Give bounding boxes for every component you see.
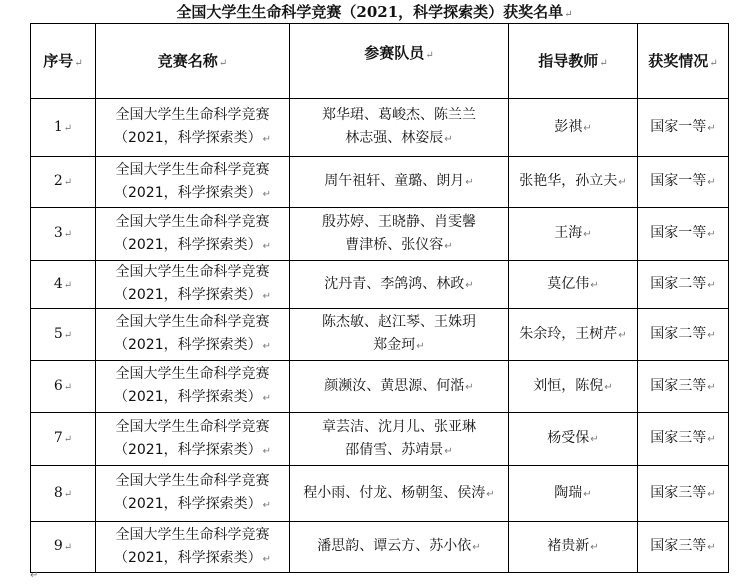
members-cell: 沈丹青、李鸽鸿、林政↵ [290, 261, 509, 309]
award-cell: 国家三等↵ [638, 413, 729, 466]
competition-cell: 全国大学生生命科学竞赛 （2021，科学探索类）↵ [96, 208, 290, 261]
paragraph-mark-icon: ↵ [63, 279, 73, 291]
paragraph-mark-icon: ↵ [74, 58, 83, 69]
members-cell: 程小雨、付龙、杨朝玺、侯涛↵ [290, 466, 509, 522]
award-cell: 国家一等↵ [638, 99, 729, 157]
paragraph-mark-icon: ↵ [599, 58, 608, 69]
paragraph-mark-icon: ↵ [63, 122, 73, 134]
competition-cell: 全国大学生生命科学竞赛 （2021，科学探索类）↵ [96, 309, 290, 361]
table-row [31, 522, 729, 573]
paragraph-mark-icon: ↵ [707, 542, 716, 553]
award-cell: 国家一等↵ [638, 157, 729, 208]
advisor-cell: 张艳华，孙立夫↵ [509, 157, 638, 208]
paragraph-mark-icon: ↵ [465, 177, 474, 188]
advisor-cell: 刘恒，陈倪↵ [509, 361, 638, 413]
advisor-cell: 褚贵新↵ [509, 522, 638, 573]
index-cell: 2↵ [31, 157, 96, 208]
members-cell: 郑华珺、葛峻杰、陈兰兰 林志强、林姿辰↵ [290, 99, 509, 157]
index-cell: 6↵ [31, 361, 96, 413]
members-cell: 潘思韵、谭云方、苏小依↵ [290, 522, 509, 573]
table-row [31, 413, 729, 466]
award-cell: 国家二等↵ [638, 309, 729, 361]
paragraph-mark-icon: ↵ [465, 279, 474, 291]
competition-cell: 全国大学生生命科学竞赛 （2021，科学探索类）↵ [96, 157, 290, 208]
paragraph-mark-icon: ↵ [618, 177, 627, 188]
index-cell: 1↵ [31, 99, 96, 157]
paragraph-mark-icon: ↵ [262, 445, 272, 457]
header-award: 获奖情况↵ [638, 24, 729, 99]
advisor-cell: 陶瑞↵ [509, 466, 638, 522]
paragraph-mark-icon: ↵ [63, 381, 73, 393]
paragraph-mark-icon: ↵ [63, 542, 73, 553]
award-table [30, 23, 729, 573]
members-cell: 章芸洁、沈月儿、张亚琳 邵倩雪、苏靖景↵ [290, 413, 509, 466]
award-cell: 国家三等↵ [638, 466, 729, 522]
competition-cell: 全国大学生生命科学竞赛 （2021，科学探索类）↵ [96, 99, 290, 157]
competition-cell: 全国大学生生命科学竞赛 （2021，科学探索类）↵ [96, 413, 290, 466]
table-row [31, 99, 729, 157]
members-cell: 颜濒汝、黄思源、何湉↵ [290, 361, 509, 413]
table-row [31, 208, 729, 261]
competition-cell: 全国大学生生命科学竞赛 （2021，科学探索类）↵ [96, 522, 290, 573]
paragraph-mark-icon: ↵ [262, 291, 272, 302]
members-cell: 殷苏婷、王晓静、肖雯馨 曹津桥、张仪容↵ [290, 208, 509, 261]
paragraph-mark-icon: ↵ [583, 488, 592, 500]
paragraph-mark-icon: ↵ [63, 177, 73, 188]
paragraph-mark-icon: ↵ [707, 434, 716, 445]
award-cell: 国家一等↵ [638, 208, 729, 261]
paragraph-mark-icon: ↵ [707, 329, 716, 341]
advisor-cell: 朱余玲，王树芹↵ [509, 309, 638, 361]
index-cell: 4↵ [31, 261, 96, 309]
paragraph-mark-icon: ↵ [262, 393, 272, 404]
table-row [31, 309, 729, 361]
index-cell: 3↵ [31, 208, 96, 261]
members-cell: 周午祖轩、童璐、朗月↵ [290, 157, 509, 208]
paragraph-mark-icon: ↵ [707, 381, 716, 393]
advisor-cell: 莫亿伟↵ [509, 261, 638, 309]
advisor-cell: 杨受保↵ [509, 413, 638, 466]
paragraph-mark-icon: ↵ [262, 134, 272, 145]
header-index: 序号↵ [31, 24, 96, 99]
paragraph-mark-icon: ↵ [444, 445, 453, 457]
paragraph-mark-icon: ↵ [425, 50, 434, 61]
paragraph-mark-icon: ↵ [63, 229, 73, 240]
paragraph-mark-icon: ↵ [472, 542, 481, 553]
award-cell: 国家三等↵ [638, 361, 729, 413]
members-cell: 陈杰敏、赵江琴、王姝玥 郑金珂↵ [290, 309, 509, 361]
competition-cell: 全国大学生生命科学竞赛 （2021，科学探索类）↵ [96, 466, 290, 522]
paragraph-mark-icon: ↵ [63, 488, 73, 500]
competition-cell: 全国大学生生命科学竞赛 （2021，科学探索类）↵ [96, 361, 290, 413]
paragraph-mark-icon: ↵ [416, 341, 425, 352]
paragraph-mark-icon: ↵ [444, 240, 453, 252]
title-text: 全国大学生生命科学竞赛（2021，科学探索类）获奖名单 [176, 3, 564, 21]
paragraph-mark-icon: ↵ [707, 122, 716, 134]
header-advisor: 指导教师↵ [509, 24, 638, 99]
header-row [31, 24, 729, 99]
paragraph-mark-icon: ↵ [709, 58, 718, 69]
table-row [31, 261, 729, 309]
paragraph-mark-icon: ↵ [444, 134, 453, 145]
paragraph-mark-icon: ↵ [262, 341, 272, 352]
paragraph-mark-icon: ↵ [707, 177, 716, 188]
header-competition: 竞赛名称↵ [96, 24, 290, 99]
header-members: 参赛队员↵ [290, 24, 509, 99]
paragraph-mark-icon: ↵ [486, 488, 495, 500]
index-cell: 7↵ [31, 413, 96, 466]
paragraph-mark-icon: ↵ [583, 122, 592, 134]
advisor-cell: 彭祺↵ [509, 99, 638, 157]
paragraph-mark-icon: ↵ [63, 434, 73, 445]
paragraph-mark-icon: ↵ [707, 229, 716, 240]
paragraph-mark-icon: ↵ [218, 58, 228, 69]
paragraph-mark-icon: ↵ [590, 279, 599, 291]
index-cell: 8↵ [31, 466, 96, 522]
paragraph-mark-icon: ↵ [590, 542, 599, 553]
paragraph-mark-icon: ↵ [63, 329, 73, 341]
paragraph-mark-icon: ↵ [262, 500, 272, 511]
index-cell: 5↵ [31, 309, 96, 361]
table-row [31, 466, 729, 522]
award-cell: 国家二等↵ [638, 261, 729, 309]
paragraph-mark-icon: ↵ [262, 188, 272, 200]
advisor-cell: 王海↵ [509, 208, 638, 261]
paragraph-mark-icon: ↵ [262, 553, 272, 565]
paragraph-mark-icon: ↵ [564, 9, 573, 20]
paragraph-mark-icon: ↵ [590, 434, 599, 445]
paragraph-mark-icon: ↵ [618, 329, 627, 341]
paragraph-mark-icon: ↵ [707, 279, 716, 291]
index-cell: 9↵ [31, 522, 96, 573]
paragraph-mark-icon: ↵ [604, 381, 613, 393]
paragraph-mark-icon: ↵ [707, 488, 716, 500]
table-row [31, 361, 729, 413]
award-cell: 国家三等↵ [638, 522, 729, 573]
paragraph-mark-icon: ↵ [30, 570, 39, 581]
table-row [31, 157, 729, 208]
paragraph-mark-icon: ↵ [465, 381, 474, 393]
paragraph-mark-icon: ↵ [262, 240, 272, 252]
competition-cell: 全国大学生生命科学竞赛 （2021，科学探索类）↵ [96, 261, 290, 309]
document-title [0, 3, 749, 24]
paragraph-mark-icon: ↵ [583, 229, 592, 240]
